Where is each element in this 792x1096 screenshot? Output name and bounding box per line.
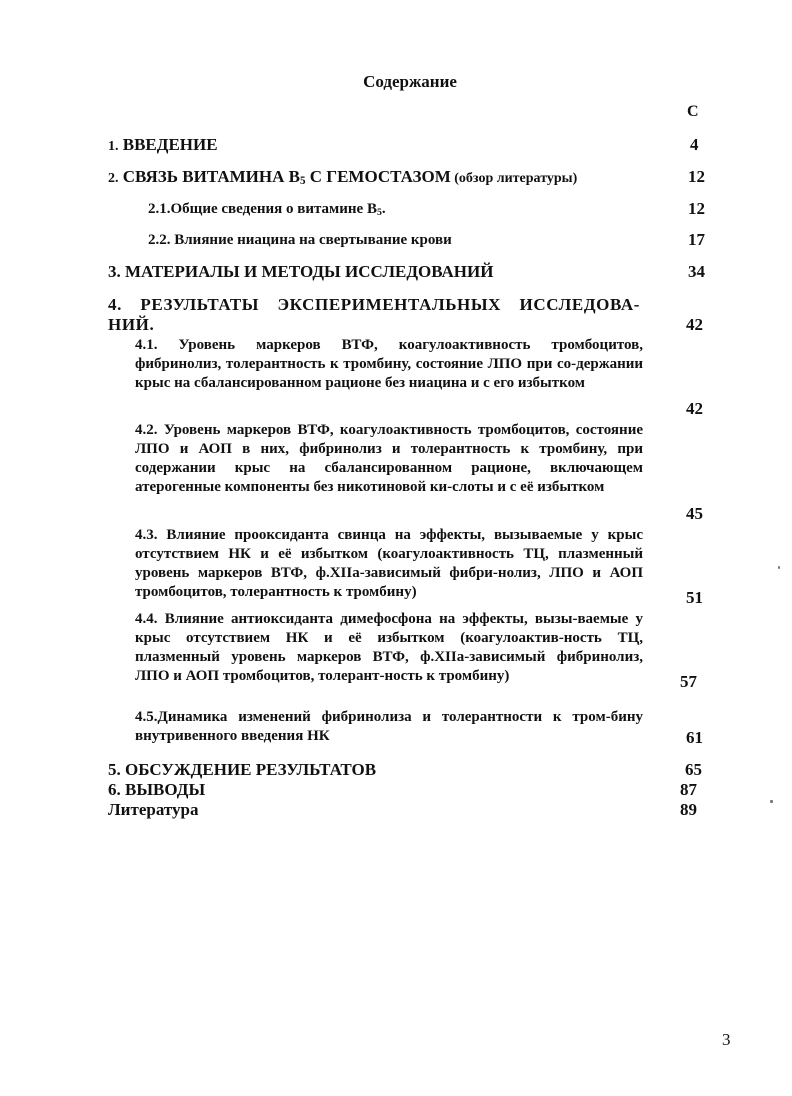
toc-entry-text: 5. ОБСУЖДЕНИЕ РЕЗУЛЬТАТОВ <box>108 760 377 779</box>
toc-entry-page: 42 <box>686 399 703 418</box>
toc-entry-text: 2.2. Влияние ниацина на свертывание крови <box>148 232 452 248</box>
toc-entry-text: 4.2. Уровень маркеров ВТФ, коагулоактивность тромбоцитов, состояние ЛПО и АОП в них, фибринолиз и толерантность к тромбину, при содержании крыс на сбалансированном рационе, включающем атерогенные компоненты без никотиновой ки-слоты и с её избытком <box>135 422 643 495</box>
page-number: 3 <box>722 1030 731 1049</box>
toc-entry-text: 2.1.Общие сведения о витамине В5. <box>148 201 386 218</box>
toc-entry-page: 51 <box>686 588 703 607</box>
toc-entry-text: 3. МАТЕРИАЛЫ И МЕТОДЫ ИССЛЕДОВАНИЙ <box>108 262 494 281</box>
toc-entry-page: 34 <box>688 262 705 281</box>
toc-entry-page: 42 <box>686 315 703 334</box>
toc-entry-page: 45 <box>686 504 703 523</box>
toc-entry-text: 4.4. Влияние антиоксиданта димефосфона на эффекты, вызы-ваемые у крыс отсутствием НК и её избытком (коагулоактив-ность ТЦ, плазменный уровень маркеров ВТФ, ф.ХIIа-зависимый фибринолиз, ЛПО и АОП тромбоцитов, толерант-ность к тромбину) <box>135 611 643 684</box>
toc-entry-text: 2. СВЯЗЬ ВИТАМИНА В5 С ГЕМОСТАЗОМ (обзор литературы) <box>108 167 578 188</box>
toc-entry-page: 12 <box>688 167 705 186</box>
toc-entry-page: 87 <box>680 780 697 799</box>
page-title: Содержание <box>363 72 457 91</box>
toc-entry-page: 4 <box>690 135 699 154</box>
toc-entry-page: 65 <box>685 760 702 779</box>
toc-entry-text: 4.1. Уровень маркеров ВТФ, коагулоактивность тромбоцитов, фибринолиз, толерантность к тромбину, состояние ЛПО при со-держании крыс на сбалансированном рационе без ниацина и с его избытком <box>135 337 643 391</box>
toc-entry-text: 4. РЕЗУЛЬТАТЫ ЭКСПЕРИМЕНТАЛЬНЫХ ИССЛЕДОВА-НИЙ. <box>108 295 640 334</box>
toc-entry-text: 4.3. Влияние прооксиданта свинца на эффекты, вызываемые у крыс отсутствием НК и её избытком (коагулоактивность ТЦ, плазменный уровень маркеров ВТФ, ф.ХIIа-зависимый фибри-нолиз, ЛПО и АОП тромбоцитов, толерантность к тромбину) <box>135 527 643 600</box>
toc-entry-text: 1. ВВЕДЕНИЕ <box>108 135 218 154</box>
toc-entry-page: 17 <box>688 230 705 249</box>
toc-entry-page: 89 <box>680 800 697 819</box>
toc-entry-text: 6. ВЫВОДЫ <box>108 780 206 799</box>
page-column-header: С <box>687 103 699 120</box>
toc-entry-page: 61 <box>686 728 703 747</box>
scan-speck <box>770 800 773 803</box>
toc-entry-page: 12 <box>688 199 705 218</box>
toc-entry-page: 57 <box>680 672 697 691</box>
toc-entry-text: 4.5.Динамика изменений фибринолиза и толерантности к тром-бину внутривенного введения НК <box>135 709 643 744</box>
toc-entry-text: Литература <box>108 800 199 819</box>
scan-speck <box>778 566 780 569</box>
